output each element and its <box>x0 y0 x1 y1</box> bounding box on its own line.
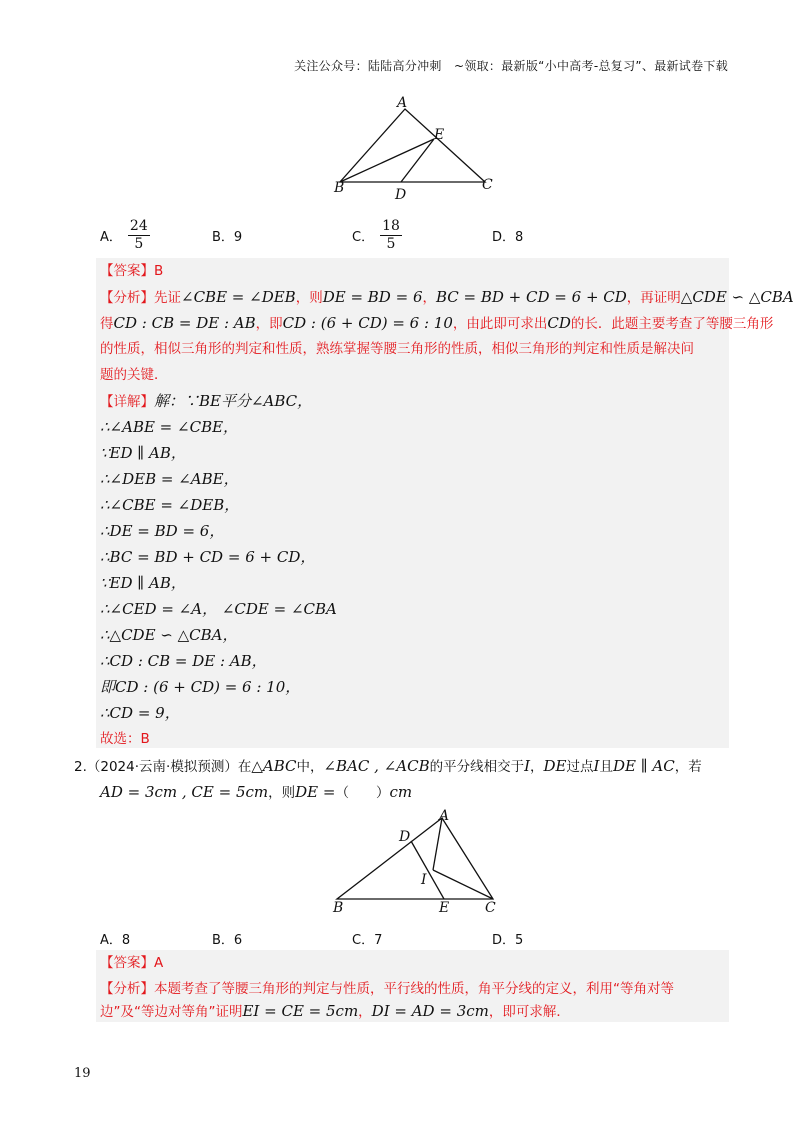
label-A: A <box>439 808 450 824</box>
q1-option-c[interactable]: C． $\frac{18}{5}$ <box>352 217 400 252</box>
q2-analysis-line-2: 边”及“等边对等角”证明EI = CE = 5cm，DI = AD = 3cm，即可求解． <box>100 1002 570 1020</box>
q1-answer: 【答案】B <box>100 263 164 279</box>
q1-detail-line-1: 【详解】解：∵BE平分∠ABC， <box>100 392 313 410</box>
label-C: C <box>485 900 496 916</box>
q2-stem-line-2: AD = 3cm , CE = 5cm，则DE =（ ）cm <box>100 783 413 801</box>
q1-detail-line-13: ∴CD = 9， <box>100 704 180 722</box>
label-D: D <box>399 829 411 845</box>
q1-option-d[interactable]: D．8 <box>492 229 524 245</box>
triangle-figure-2 <box>325 808 510 918</box>
label-D: D <box>395 187 407 203</box>
q2-option-b[interactable]: B．6 <box>212 932 243 948</box>
q1-detail-line-4: ∴∠DEB = ∠ABE， <box>100 470 239 488</box>
q1-detail-line-12: 即CD : (6 + CD) = 6 : 10， <box>100 678 301 696</box>
q2-analysis-line-1: 【分析】本题考查了等腰三角形的判定与性质，平行线的性质，角平分线的定义，利用“等角对等 <box>100 981 674 997</box>
q2-stem-line-1: 2.（2024·云南·模拟预测）在△ABC中，∠BAC , ∠ACB的平分线相交于I，DE过点I且DE ∥ AC，若 <box>74 757 702 775</box>
q1-analysis-line-1: 【分析】先证∠CBE = ∠DEB，则DE = BD = 6，BC = BD + CD = 6 + CD，再证明△CDE ∽ △CBA <box>100 288 794 306</box>
q2-option-c[interactable]: C．7 <box>352 932 383 948</box>
page-number: 19 <box>74 1066 91 1081</box>
q1-options <box>100 215 720 255</box>
q1-detail-line-8: ∵ED ∥ AB， <box>100 574 186 592</box>
q1-option-b[interactable]: B．9 <box>212 229 243 245</box>
label-E: E <box>439 900 450 916</box>
q2-option-d[interactable]: D．5 <box>492 932 524 948</box>
triangle-figure-1 <box>330 95 500 205</box>
q1-detail-line-5: ∴∠CBE = ∠DEB， <box>100 496 240 514</box>
q1-option-a[interactable]: A． $\frac{24}{5}$ <box>100 217 148 252</box>
page-header: 关注公众号：陆陆高分冲刺 ~领取：最新版“小中高考-总复习”、最新试卷下载 <box>294 59 728 73</box>
q1-detail-line-10: ∴△CDE ∽ △CBA， <box>100 626 238 644</box>
label-C: C <box>482 177 493 193</box>
q1-detail-line-3: ∵ED ∥ AB， <box>100 444 186 462</box>
q1-detail-line-7: ∴BC = BD + CD = 6 + CD， <box>100 548 316 566</box>
q2-option-a[interactable]: A．8 <box>100 932 131 948</box>
q1-detail-line-11: ∴CD : CB = DE : AB， <box>100 652 267 670</box>
q2-answer: 【答案】A <box>100 955 164 971</box>
label-B: B <box>334 180 345 196</box>
q1-analysis-line-2: 得CD : CB = DE : AB，即CD : (6 + CD) = 6 : 10，由此即可求出CD的长．此题主要考查了等腰三角形 <box>100 314 774 332</box>
q1-detail-line-14: 故选：B <box>100 731 150 747</box>
label-B: B <box>333 900 344 916</box>
label-A: A <box>397 95 408 111</box>
q1-analysis-line-3: 的性质，相似三角形的判定和性质，熟练掌握等腰三角形的性质，相似三角形的判定和性质是解决问 <box>100 341 694 357</box>
label-I: I <box>421 872 427 888</box>
q1-detail-line-9: ∴∠CED = ∠A， ∠CDE = ∠CBA <box>100 600 337 618</box>
q1-analysis-line-4: 题的关键． <box>100 367 168 383</box>
label-E: E <box>434 127 445 143</box>
q1-detail-line-6: ∴DE = BD = 6， <box>100 522 225 540</box>
q1-detail-line-2: ∴∠ABE = ∠CBE， <box>100 418 239 436</box>
